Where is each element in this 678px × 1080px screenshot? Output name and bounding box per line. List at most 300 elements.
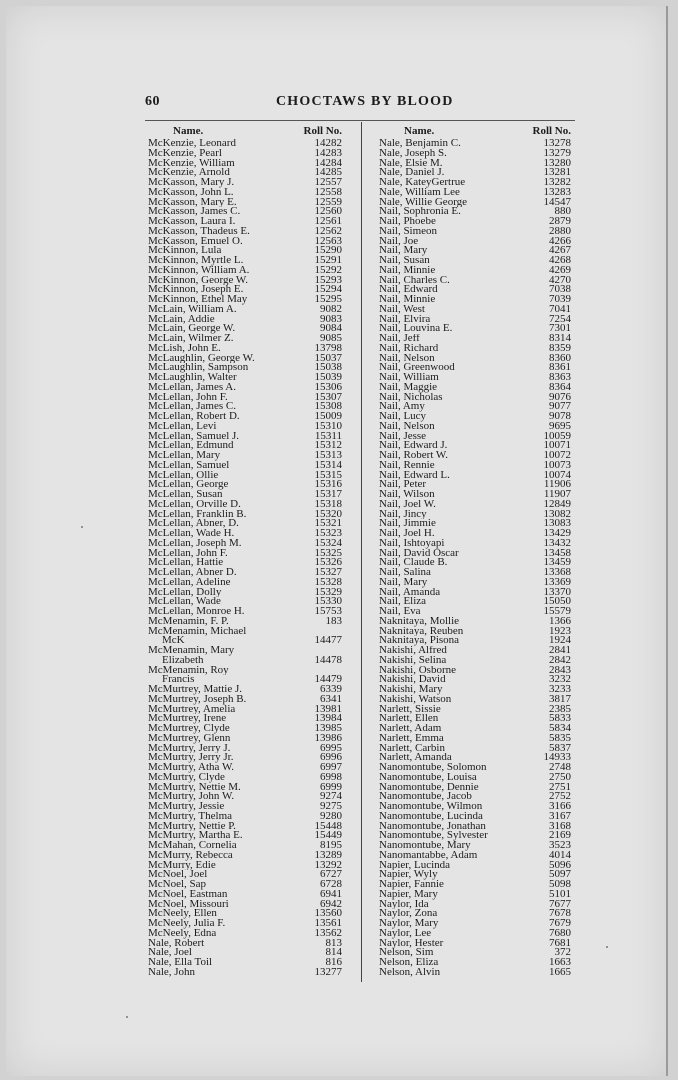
entry-roll-number: 15050 <box>543 595 571 608</box>
roll-entry <box>148 390 342 403</box>
entry-name: McNeely, Edna <box>148 928 217 939</box>
roll-entry <box>148 139 342 149</box>
entry-name: Nale, Joseph S. <box>379 148 447 159</box>
roll-entry <box>379 702 571 715</box>
entry-name: Nakishi, Watson <box>379 694 452 705</box>
roll-entry <box>379 341 571 354</box>
roll-entry <box>148 731 342 744</box>
roll-entry <box>148 546 342 559</box>
roll-entry <box>379 607 571 617</box>
entry-roll-number: 6728 <box>320 878 342 890</box>
entry-roll-number: 183 <box>325 614 342 627</box>
entry-roll-number: 9084 <box>320 322 342 335</box>
entry-roll-number: 12557 <box>314 176 342 188</box>
roll-entry <box>379 451 571 461</box>
entry-roll-number: 8314 <box>549 332 571 344</box>
entry-name: Francis <box>162 675 195 685</box>
entry-roll-number: 12563 <box>314 234 342 247</box>
entry-roll-number: 2748 <box>549 761 571 773</box>
roll-entry <box>379 663 571 676</box>
entry-name: Nale, William Lee <box>379 187 460 198</box>
entry-roll-number: 13984 <box>314 712 342 725</box>
entry-name: Nail, Louvina E. <box>379 324 453 334</box>
roll-entry <box>148 295 342 305</box>
entry-name: McLellan, George <box>148 480 229 490</box>
entry-name: McMurtry, Clyde <box>148 772 225 783</box>
roll-entry <box>148 841 342 851</box>
roll-entry <box>148 207 342 217</box>
entry-roll-number: 13560 <box>314 907 342 920</box>
roll-entry <box>379 614 571 627</box>
entry-roll-number: 14284 <box>314 156 342 169</box>
entry-roll-number: 13283 <box>543 185 571 198</box>
entry-roll-number: 813 <box>325 936 342 949</box>
entry-roll-number: 7681 <box>549 936 571 949</box>
entry-roll-number: 9275 <box>320 800 342 812</box>
entry-roll-number: 13432 <box>543 536 571 549</box>
entry-roll-number: 3817 <box>549 692 571 705</box>
entry-name: McLellan, Monroe H. <box>148 607 245 617</box>
roll-entry <box>379 363 571 373</box>
entry-roll-number: 10059 <box>543 429 571 442</box>
entry-roll-number: 15579 <box>543 605 571 617</box>
entry-roll-number: 4269 <box>549 263 571 276</box>
entry-roll-number: 1923 <box>549 624 571 637</box>
roll-entry <box>379 529 571 539</box>
entry-name: McMurtry, Thelma <box>148 811 233 822</box>
entry-name: McLain, Wilmer Z. <box>148 334 234 344</box>
entry-roll-number: 15448 <box>314 819 342 832</box>
entry-roll-number: 15307 <box>314 390 342 403</box>
entry-name: McMurtry, Nettie P. <box>148 821 236 832</box>
roll-entry <box>148 627 342 637</box>
entry-roll-number: 6998 <box>320 770 342 783</box>
entry-name: Napier, Wyly <box>379 870 438 880</box>
roll-entry <box>379 295 571 305</box>
entry-name: Narlett, Sissie <box>379 704 441 715</box>
entry-roll-number: 13986 <box>314 731 342 744</box>
entry-roll-number: 3167 <box>549 809 571 822</box>
entry-name: Naylor, Zona <box>379 909 438 919</box>
entry-name: Nail, Mary <box>379 246 428 256</box>
entry-name: Nanomontube, Sylvester <box>379 831 488 841</box>
roll-entry <box>379 819 571 832</box>
entry-name: Nanomontube, Jonathan <box>379 821 486 832</box>
entry-name: Nanomontube, Solomon <box>379 763 487 773</box>
entry-name: McMahan, Cornelia <box>148 841 237 851</box>
entry-roll-number: 2841 <box>549 644 571 656</box>
entry-name: McMurtry, Nettie M. <box>148 782 241 793</box>
entry-name: McLaughlin, Walter <box>148 373 237 383</box>
entry-name: McKinnon, Myrtle L. <box>148 256 244 266</box>
entry-name: Nail, Charles C. <box>379 275 450 286</box>
entry-roll-number: 880 <box>554 205 571 218</box>
roll-entry <box>379 334 571 344</box>
entry-name: McMurtrey, Clyde <box>148 724 230 734</box>
entry-roll-number: 10073 <box>543 458 571 471</box>
entry-name: McLellan, Orville D. <box>148 499 241 510</box>
entry-roll-number: 2880 <box>549 224 571 237</box>
roll-entry <box>379 458 571 471</box>
roll-entry <box>379 802 571 812</box>
entry-roll-number: 11907 <box>543 488 571 500</box>
entry-name: McLellan, James C. <box>148 402 236 412</box>
roll-entry <box>148 965 342 978</box>
entry-roll-number: 8195 <box>320 839 342 851</box>
entry-roll-number: 13279 <box>543 146 571 159</box>
entry-roll-number: 5098 <box>549 878 571 890</box>
entry-roll-number: 2169 <box>549 829 571 842</box>
entry-roll-number: 10072 <box>543 449 571 461</box>
roll-entry <box>379 490 571 500</box>
entry-name: McMurry, Edie <box>148 860 216 871</box>
entry-roll-number: 814 <box>325 946 342 959</box>
entry-roll-number: 15290 <box>314 244 342 257</box>
entry-roll-number: 15315 <box>314 468 342 481</box>
entry-roll-number: 15039 <box>314 371 342 383</box>
roll-entry <box>379 780 571 793</box>
roll-entry <box>148 848 342 861</box>
entry-roll-number: 7038 <box>549 283 571 296</box>
entry-name: McLellan, John F. <box>148 548 228 559</box>
roll-entry <box>379 373 571 383</box>
roll-entry <box>379 724 571 734</box>
entry-roll-number: 6997 <box>320 761 342 773</box>
roll-entry <box>379 402 571 412</box>
entry-name: Nail, Eliza <box>379 597 427 607</box>
left-entry-list <box>148 139 342 978</box>
roll-entry <box>148 490 342 500</box>
entry-name: McLellan, James A. <box>148 382 236 393</box>
roll-entry <box>148 887 342 900</box>
entry-name: Nail, Robert W. <box>379 451 449 461</box>
entry-name: McMurtrey, Irene <box>148 714 227 724</box>
entry-roll-number: 7679 <box>549 917 571 929</box>
roll-entry <box>148 763 342 773</box>
roll-entry <box>148 897 342 910</box>
roll-entry <box>379 597 571 607</box>
right-column-header <box>379 127 571 139</box>
roll-entry <box>148 614 342 627</box>
entry-name: Nail, West <box>379 304 425 315</box>
entry-roll-number: 13083 <box>543 517 571 530</box>
entry-name: Nail, Rennie <box>379 460 435 471</box>
entry-roll-number: 7041 <box>549 302 571 315</box>
roll-entry <box>379 848 571 861</box>
entry-name: Nakishi, David <box>379 675 446 685</box>
entry-roll-number: 6339 <box>320 683 342 695</box>
entry-name: Nanomontube, Jacob <box>379 792 472 802</box>
entry-roll-number: 3232 <box>549 673 571 686</box>
entry-name: Nale, Willie George <box>379 197 468 208</box>
entry-name: Nale, Joel <box>148 948 192 958</box>
roll-entry <box>379 741 571 754</box>
entry-roll-number: 13459 <box>543 556 571 569</box>
entry-name: Nail, Richard <box>379 343 439 354</box>
entry-roll-number: 15311 <box>314 429 342 442</box>
page-title: CHOCTAWS BY BLOOD <box>276 94 454 109</box>
roll-entry <box>379 880 571 890</box>
entry-roll-number: 15293 <box>314 273 342 286</box>
entry-name: Nanomantabbe, Adam <box>379 850 478 861</box>
entry-roll-number: 7677 <box>549 897 571 910</box>
entry-name: Nail, Simeon <box>379 226 438 237</box>
roll-entry <box>379 558 571 568</box>
entry-roll-number: 15323 <box>314 527 342 539</box>
entry-name: Nail, Salina <box>379 568 431 578</box>
roll-entry <box>379 429 571 442</box>
roll-entry <box>148 334 342 344</box>
entry-roll-number: 7254 <box>549 312 571 325</box>
entry-name: McMurtry, Jerry J. <box>148 743 231 754</box>
entry-roll-number: 13277 <box>314 965 342 978</box>
entry-name: McLellan, Ollie <box>148 470 219 481</box>
roll-entry <box>379 217 571 227</box>
entry-name: McLellan, Robert D. <box>148 412 240 422</box>
roll-entry <box>379 792 571 802</box>
entry-roll-number: 12849 <box>543 497 571 510</box>
roll-entry <box>148 256 342 266</box>
name-header: Name. <box>173 125 204 137</box>
roll-entry <box>148 802 342 812</box>
roll-entry <box>379 324 571 334</box>
entry-name: Nail, Peter <box>379 480 427 490</box>
roll-entry <box>379 831 571 841</box>
roll-entry <box>148 178 342 188</box>
roll-entry <box>148 146 342 159</box>
entry-roll-number: 13278 <box>543 137 571 149</box>
entry-name: McKinnon, Ethel May <box>148 295 248 305</box>
roll-entry <box>379 519 571 529</box>
entry-roll-number: 14282 <box>314 137 342 149</box>
roll-entry <box>148 646 342 656</box>
entry-roll-number: 14479 <box>314 673 342 686</box>
entry-roll-number: 13985 <box>314 722 342 734</box>
entry-roll-number: 5833 <box>549 712 571 725</box>
entry-name: Nail, Minnie <box>379 265 436 276</box>
roll-entry <box>379 156 571 169</box>
entry-roll-number: 9076 <box>549 390 571 403</box>
page-number: 60 <box>145 94 160 109</box>
entry-name: McMenamin, Roy <box>148 665 229 676</box>
roll-entry <box>148 919 342 929</box>
entry-name: McKinnon, William A. <box>148 265 250 276</box>
entry-roll-number: 8364 <box>549 380 571 393</box>
entry-roll-number: 13368 <box>543 566 571 578</box>
entry-roll-number: 14933 <box>543 751 571 764</box>
roll-entry <box>148 351 342 364</box>
roll-entry <box>148 185 342 198</box>
entry-name: McMurtry, Jerry Jr. <box>148 753 234 763</box>
entry-name: McKasson, Laura I. <box>148 217 236 227</box>
roll-entry <box>379 536 571 549</box>
roll-entry <box>379 568 571 578</box>
roll-entry <box>148 302 342 315</box>
roll-entry <box>148 224 342 237</box>
entry-roll-number: 11906 <box>543 478 571 491</box>
entry-name: McMurtry, Jessie <box>148 802 225 812</box>
entry-name: Nail, Amy <box>379 402 425 412</box>
roll-entry <box>148 909 342 919</box>
roll-entry <box>379 390 571 403</box>
entry-roll-number: 6942 <box>320 897 342 910</box>
entry-roll-number: 7301 <box>549 322 571 335</box>
entry-name: Nale, KateyGertrue <box>379 178 466 188</box>
roll-entry <box>148 373 342 383</box>
roll-entry <box>379 468 571 481</box>
entry-roll-number: 13369 <box>543 575 571 588</box>
paper-speck <box>126 1016 128 1018</box>
entry-name: Nail, Edward <box>379 285 438 295</box>
entry-name: McLellan, Samuel <box>148 460 230 471</box>
entry-name: McLellan, Edmund <box>148 441 234 451</box>
entry-roll-number: 14283 <box>314 146 342 159</box>
roll-entry <box>148 880 342 890</box>
roll-entry <box>379 870 571 880</box>
entry-name: McMurtrey, Mattie J. <box>148 685 242 695</box>
entry-name: McNeely, Ellen <box>148 909 217 919</box>
entry-roll-number: 7680 <box>549 926 571 939</box>
entry-roll-number: 14285 <box>314 166 342 179</box>
entry-roll-number: 15316 <box>314 478 342 491</box>
entry-roll-number: 15449 <box>314 829 342 842</box>
entry-roll-number: 15329 <box>314 585 342 598</box>
entry-name: McKasson, Thadeus E. <box>148 226 250 237</box>
roll-entry <box>148 429 342 442</box>
entry-name: McLellan, Franklin B. <box>148 509 247 520</box>
roll-entry <box>379 909 571 919</box>
entry-roll-number: 15320 <box>314 507 342 520</box>
roll-entry <box>148 412 342 422</box>
entry-name: McLellan, Hattie <box>148 558 224 568</box>
entry-name: Nail, Nicholas <box>379 392 443 403</box>
roll-entry <box>379 185 571 198</box>
entry-roll-number: 5835 <box>549 731 571 744</box>
entry-name: Nail, Ishtoyapi <box>379 538 445 549</box>
roll-entry <box>148 402 342 412</box>
roll-entry <box>148 263 342 276</box>
entry-roll-number: 10074 <box>543 468 571 481</box>
entry-name: Nail, Phoebe <box>379 217 436 227</box>
entry-name: McKenzie, Arnold <box>148 168 230 178</box>
entry-name: Nail, Amanda <box>379 587 441 598</box>
right-entry-list <box>379 139 571 978</box>
entry-roll-number: 9280 <box>320 809 342 822</box>
entry-name: McMurtry, Martha E. <box>148 831 243 841</box>
entry-roll-number: 15037 <box>314 351 342 364</box>
entry-roll-number: 2751 <box>549 780 571 793</box>
entry-roll-number: 15313 <box>314 449 342 461</box>
roll-entry <box>148 217 342 227</box>
entry-roll-number: 9695 <box>549 419 571 432</box>
roll-entry <box>379 497 571 510</box>
roll-header: Roll No. <box>532 125 571 137</box>
entry-roll-number: 4267 <box>549 244 571 257</box>
entry-roll-number: 6941 <box>320 887 342 900</box>
entry-name: McMurtrey, Glenn <box>148 733 231 744</box>
entry-roll-number: 13458 <box>543 546 571 559</box>
entry-name: Nail, Jeff <box>379 334 420 344</box>
entry-name: Naknitaya, Pisona <box>379 636 460 646</box>
entry-name: Nelson, Alvin <box>379 967 441 978</box>
entry-roll-number: 4266 <box>549 234 571 247</box>
entry-name: Nale, Robert <box>148 938 205 949</box>
roll-entry <box>379 285 571 295</box>
roll-entry <box>148 714 342 724</box>
entry-roll-number: 8361 <box>549 361 571 374</box>
entry-roll-number: 6999 <box>320 780 342 793</box>
roll-entry <box>148 958 342 968</box>
roll-entry <box>148 607 342 617</box>
entry-roll-number: 816 <box>325 956 342 968</box>
entry-roll-number: 15325 <box>314 546 342 559</box>
roll-header: Roll No. <box>303 125 342 137</box>
entry-roll-number: 2750 <box>549 770 571 783</box>
roll-entry <box>148 666 342 676</box>
entry-name: McMurtrey, Amelia <box>148 704 236 715</box>
entry-name: McLellan, Levi <box>148 421 217 432</box>
entry-name: Nail, Claude B. <box>379 558 448 568</box>
roll-entry <box>379 168 571 178</box>
entry-roll-number: 7039 <box>549 293 571 305</box>
entry-roll-number: 14478 <box>314 653 342 666</box>
entry-roll-number: 15292 <box>314 263 342 276</box>
entry-name: Nakishi, Selina <box>379 655 447 666</box>
roll-entry <box>148 419 342 432</box>
roll-entry <box>379 897 571 910</box>
entry-name: Nale, John <box>148 967 196 978</box>
entry-roll-number: 15324 <box>314 536 342 549</box>
entry-roll-number: 15314 <box>314 458 342 471</box>
entry-name: McKenzie, William <box>148 158 235 169</box>
roll-entry <box>148 234 342 247</box>
entry-name: McMurtry, John W. <box>148 792 235 802</box>
entry-name: Narlett, Carbin <box>379 743 445 754</box>
entry-roll-number: 15317 <box>314 488 342 500</box>
entry-name: Nanomontube, Wilmon <box>379 802 483 812</box>
entry-roll-number: 8360 <box>549 351 571 364</box>
roll-entry <box>379 624 571 637</box>
entry-name: Nakishi, Osborne <box>379 665 456 676</box>
entry-roll-number: 4014 <box>549 848 571 861</box>
entry-roll-number: 13370 <box>543 585 571 598</box>
entry-name: McLaughlin, Sampson <box>148 363 249 373</box>
entry-roll-number: 3523 <box>549 839 571 851</box>
roll-entry <box>148 363 342 373</box>
entry-name: McNoel, Sap <box>148 880 207 890</box>
roll-entry <box>148 441 342 451</box>
roll-entry <box>148 575 342 588</box>
entry-roll-number: 15038 <box>314 361 342 374</box>
roll-entry <box>379 546 571 559</box>
roll-entry <box>379 480 571 490</box>
entry-name: Naylor, Ida <box>379 899 429 910</box>
entry-roll-number: 9082 <box>320 302 342 315</box>
roll-entry <box>379 858 571 871</box>
entry-name: Nale, Ella Toil <box>148 958 213 968</box>
entry-name: McKasson, Mary E. <box>148 197 237 208</box>
roll-entry <box>148 519 342 529</box>
entry-name: Narlett, Amanda <box>379 753 452 763</box>
roll-entry <box>148 792 342 802</box>
roll-entry <box>379 178 571 188</box>
entry-name: McLain, William A. <box>148 304 237 315</box>
entry-roll-number: 15294 <box>314 283 342 296</box>
entry-roll-number: 13289 <box>314 848 342 861</box>
roll-entry <box>379 195 571 208</box>
roll-entry <box>379 753 571 763</box>
right-column <box>379 127 571 978</box>
